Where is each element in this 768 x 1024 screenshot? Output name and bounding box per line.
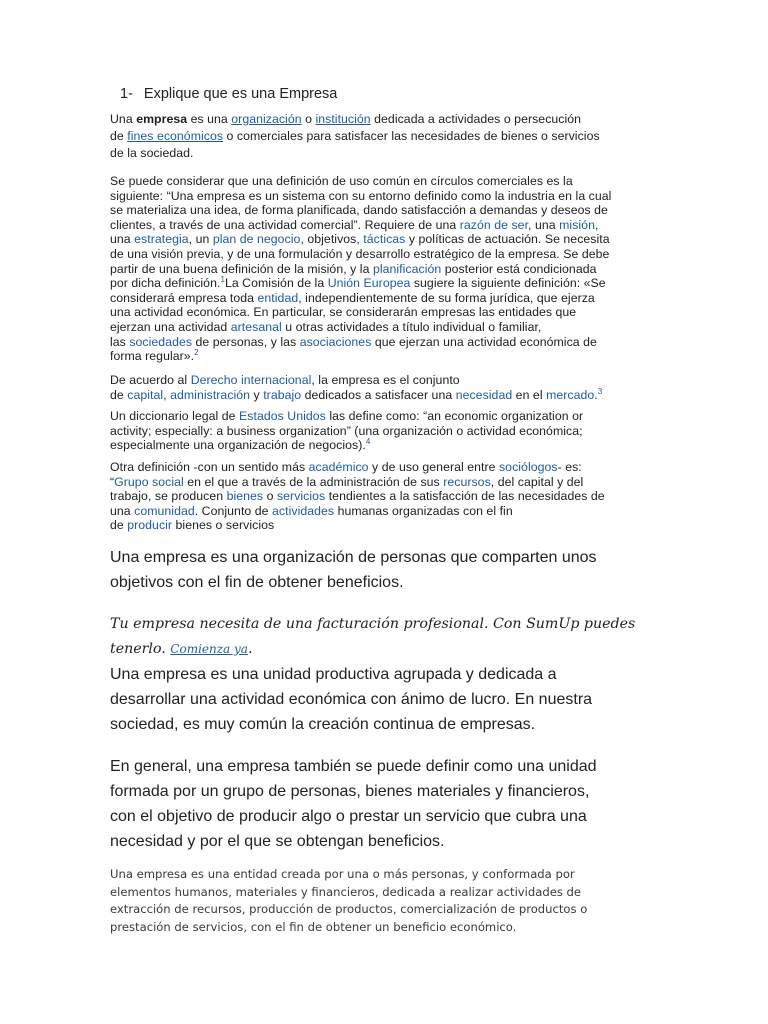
link-artesanal[interactable]: artesanal [230,319,282,334]
link-union-europea[interactable]: Unión Europea [327,276,411,291]
question-text: Explique que es una Empresa [143,86,338,102]
link-sociedades[interactable]: sociedades [129,334,193,349]
question-number: 1- [120,86,133,102]
paragraph-large-2 [110,662,670,737]
text-line: activity; especially: a business organization” (una organización o actividad económica; [110,423,583,438]
ad-paragraph [110,612,670,662]
text-line: elementos humanos, materiales y financieros, dedicada a realizar actividades de [110,884,582,899]
link-razon-de-ser[interactable]: razón de ser [459,217,529,232]
link-planificacion[interactable]: planificación [372,261,442,276]
link-derecho-internacional[interactable]: Derecho internacional [190,373,312,387]
link-capital[interactable]: capital [127,387,164,402]
text-line: “Grupo social en el que a través de la administración de sus recursos, del capital y del [110,474,584,489]
link-recursos[interactable]: recursos [443,474,491,489]
text-line: trabajo, se producen bienes o servicios tendientes a la satisfacción de las necesidades de [110,489,605,504]
link-tacticas[interactable]: tácticas [363,232,406,247]
link-necesidad[interactable]: necesidad [455,387,513,402]
paragraph-definition-4 [110,409,650,453]
text-line: Una empresa es una unidad productiva agrupada y dedicada a [110,666,557,683]
text-line: necesidad y por el que se obtengan beneficios. [110,833,445,850]
text-line: Una empresa es una entidad creada por una o más personas, y conformada por [110,867,575,881]
paragraph-small [110,866,670,936]
text-line: forma regular».$^2$ [110,348,199,364]
link-estados-unidos[interactable]: Estados Unidos [239,409,326,423]
link-servicios[interactable]: servicios [276,489,326,504]
footnote-ref-3[interactable]: 3 [597,386,603,396]
text-line: considerará empresa toda entidad, independientemente de su forma jurídica, que ejerza [110,290,595,305]
paragraph-large-1 [110,545,670,595]
text-line: Otra definición -con un sentido más académico y de uso general entre sociólogos- es: [110,460,582,474]
text-line: con el objetivo de producir algo o prestar un servicio que cubra una [110,808,587,825]
text-line: una comunidad. Conjunto de actividades humanas organizadas con el fin [110,503,513,518]
text-line: de una visión previa, y de una formulación y desarrollo estratégico de la empresa. Se debe [110,246,610,261]
link-sociologos[interactable]: sociólogos [498,460,558,474]
text-line: las sociedades de personas, y las asociaciones que ejerzan una actividad económica de [110,334,597,349]
text-line: especialmente una organización de negocios).$^4$ [110,437,371,453]
link-grupo-social[interactable]: Grupo social [114,474,184,489]
text-line: tenerlo. Comienza ya. [110,641,253,657]
link-organizacion[interactable]: organización [231,112,302,126]
link-producir[interactable]: producir [127,518,173,533]
text-line: De acuerdo al Derecho internacional, la empresa es el conjunto [110,373,460,387]
text-line: extracción de recursos, producción de productos, comercialización de productos o [110,902,588,916]
link-entidad[interactable]: entidad [257,290,299,305]
footnote-ref-1[interactable]: 1 [220,275,225,285]
question-heading [120,86,337,102]
bold-term: empresa [136,112,188,126]
link-academico[interactable]: académico [308,460,369,474]
text-line: Un diccionario legal de Estados Unidos las define como: “an economic organization or [110,409,584,423]
paragraph-definition-2 [110,174,650,364]
text-line: una actividad económica. En particular, se considerarán empresas las entidades que [110,305,577,320]
text-line: Una empresa es una organización de personas que comparten unos [110,549,597,566]
text-line: una estrategia, un plan de negocio, objetivos, tácticas y políticas de actuación. Se necesita [110,232,610,247]
text-line: se materializa una idea, de forma planificada, dando satisfacción a demandas y deseos de [110,203,608,218]
footnote-ref-4[interactable]: 4 [365,437,371,447]
text-line: desarrollar una actividad económica con ánimo de lucro. En nuestra [110,691,593,708]
link-comunidad[interactable]: comunidad [134,503,195,518]
link-actividades[interactable]: actividades [272,503,335,518]
text-line: de la sociedad. [110,146,194,160]
link-plan-de-negocio[interactable]: plan de negocio [212,232,301,247]
text-line: sociedad, es muy común la creación continua de empresas. [110,716,536,733]
paragraph-definition-5 [110,460,650,533]
cta-link-comienza-ya[interactable]: Comienza ya [170,642,248,656]
paragraph-large-3 [110,754,670,854]
text-line: de producir bienes o servicios [110,518,275,533]
link-asociaciones[interactable]: asociaciones [299,334,372,349]
text-line: Una empresa es una organización o institución dedicada a actividades o persecución [110,112,582,126]
link-institucion[interactable]: institución [315,112,371,126]
paragraph-definition-1 [110,111,650,162]
text-line: partir de una buena definición de la misión, y la planificación posterior está condicionada [110,261,597,276]
text-line: En general, una empresa también se puede definir como una unidad [110,758,597,775]
link-mercado[interactable]: mercado [546,387,595,402]
link-fines-economicos[interactable]: fines económicos [127,129,224,143]
link-administracion[interactable]: administración [170,387,251,402]
text-line: de fines económicos o comerciales para satisfacer las necesidades de bienes o servicios [110,129,600,143]
footnote-ref-2[interactable]: 2 [194,348,199,358]
text-line: de capital, administración y trabajo dedicados a satisfacer una necesidad en el mercado.$^3$ [110,386,603,402]
text-line: por dicha definición.$^1$La Comisión de la Unión Europea sugiere la siguiente definición: «Se [110,275,606,291]
text-line: formada por un grupo de personas, bienes materiales y financieros, [110,783,590,800]
text-line: siguiente: “Una empresa es un sistema con su entorno definido como la industria en la cual [110,188,612,203]
paragraph-definition-3 [110,373,650,402]
text-line: Se puede considerar que una definición de uso común en círculos comerciales es la [110,174,573,188]
link-bienes[interactable]: bienes [226,489,264,504]
link-estrategia[interactable]: estrategia [134,232,189,247]
text-line: objetivos con el fin de obtener beneficios. [110,574,404,591]
link-trabajo[interactable]: trabajo [263,387,302,402]
text-line: ejerzan una actividad artesanal u otras actividades a título individual o familiar, [110,319,542,334]
text-line: clientes, a través de una actividad comercial”. Requiere de una razón de ser, una misión, [110,217,599,232]
text-line: prestación de servicios, con el fin de obtener un beneficio económico. [110,919,517,934]
link-mision[interactable]: misión [559,217,595,232]
text-line: Tu empresa necesita de una facturación profesional. Con SumUp puedes [110,616,636,632]
